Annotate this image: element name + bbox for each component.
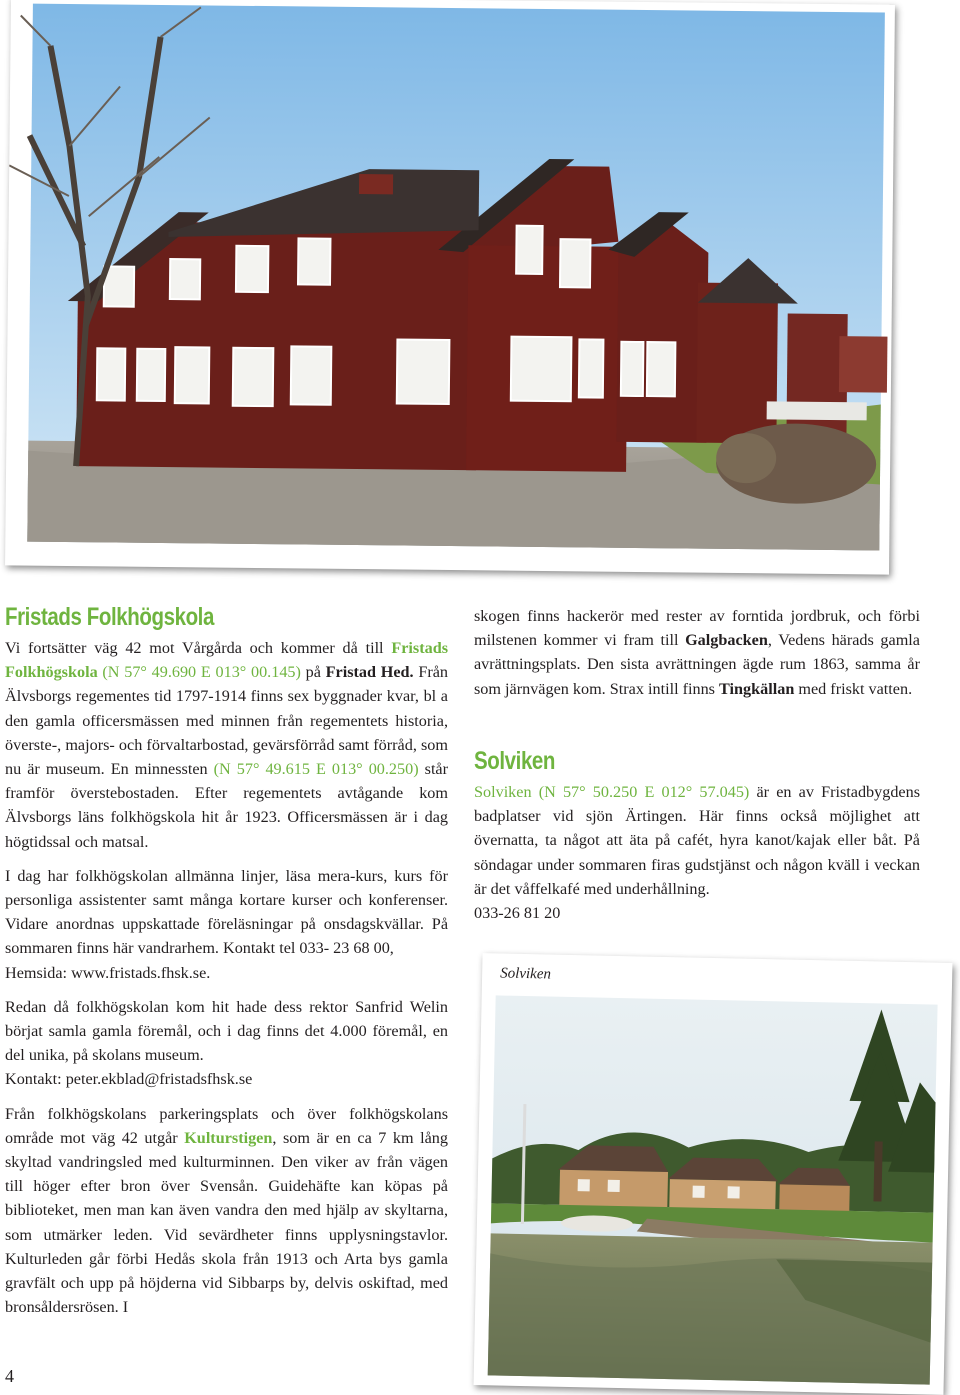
place-fristad-hed: Fristad Hed. (325, 663, 414, 682)
paragraph-solviken (474, 780, 920, 925)
section-heading-solviken: Solviken (474, 747, 556, 775)
coordinates-memorial: (N 57° 49.615 E 013° 00.250) (213, 760, 419, 779)
text-kulturstigen-b: , som är en ca 7 km lång skyltad vandringsled med kulturminnen. Den viker av från vägen till höger efter bron över Svensån. Guidehäfte kan köpas på biblioteket, men man kan även vandra den med hjälp av skyltarna, som utmärker leden. Vid sevärdheter finns upplysningstavlor. Kulturleden går förbi Hedås skola från 1913 och Arta bys gamla gravfält och upp på höjderna vid Sibbarps by, delvis oskiftad, med bronsåldersrösen. I (5, 1128, 448, 1317)
text-galgbacken-a: skogen finns hackerör med rester av forntida jordbruk, och förbi milstenen kommer vi fram till (474, 607, 920, 650)
phone-solviken: 033-26 81 20 (474, 904, 561, 923)
text-galgbacken-b: , Vedens härads gamla avrättningsplats. Den sista avrättningen ägde rum 1863, samma år som järnvägen kom. Strax intill finns (474, 631, 920, 698)
place-tingkallan: Tingkällan (719, 679, 795, 698)
paragraph-courses (5, 864, 448, 985)
text-intro: Vi fortsätter väg 42 mot Vårgårda och kommer då till (5, 639, 392, 657)
section-heading-fristads-folkhogskola: Fristads Folkhögskola (5, 603, 214, 631)
link-solviken[interactable]: Solviken (474, 783, 532, 801)
right-column-text-solviken (474, 780, 920, 925)
text-mid: på (300, 663, 326, 682)
solviken-photo (474, 953, 953, 1395)
coordinates-solviken: (N 57° 50.250 E 012° 57.045) (531, 783, 750, 801)
right-column-text-top (474, 604, 920, 701)
link-fristads-folkhogskola[interactable]: Fristads Folkhögskola (5, 639, 448, 682)
text-solviken: är en av Fristadbygdens badplatser vid sjön Ärtingen. Här finns också möjlighet att övernatta, ta något att äta på cafét, hyra kanot/kajak eller båt. På söndagar under sommaren firas gudstjänst och någon kväll i veckan är det våffelkafé med underhållning. (474, 783, 920, 898)
left-column-text (5, 636, 448, 1319)
paragraph-galgbacken (474, 604, 920, 701)
website-link[interactable]: Hemsida: www.fristads.fhsk.se. (5, 963, 211, 982)
link-kulturstigen[interactable]: Kulturstigen (184, 1128, 273, 1147)
photo-caption-solviken: Solviken (499, 965, 552, 983)
paragraph-intro (5, 636, 448, 854)
text-kulturstigen-a: Från folkhögskolans parkeringsplats och över folkhögskolans område mot väg 42 utgår (5, 1104, 448, 1147)
text-history: Från Älvsborgs regementes tid 1797-1914 finns sex byggnader kvar, bl a den gamla officersmässen med minnen från regementets historia, överste-, majors- och förvaltarbostad, gevärsförråd samt förråd, som nu är museum. En minnessten (5, 663, 449, 779)
text-galgbacken-c: med friskt vatten. (794, 679, 913, 698)
place-galgbacken: Galgbacken (685, 631, 768, 650)
text-history-cont: står framför överstebostaden. Efter regementets avtågande kom Älvsborgs läns folkhögskola hit år 1923. Officersmässen är i dag högtidssal och matsal. (5, 760, 449, 851)
paragraph-museum (5, 995, 448, 1092)
paragraph-kulturstigen (5, 1102, 448, 1320)
page-number: 4 (5, 1366, 14, 1386)
contact-email[interactable]: Kontakt: peter.ekblad@fristadsfhsk.se (5, 1070, 253, 1089)
school-building-photo (5, 0, 895, 575)
text-museum: Redan då folkhögskolan kom hit hade dess rektor Sanfrid Welin börjat samla gamla föremål, och i dag finns det 4.000 föremål, en del unika, på skolans museum. (5, 997, 448, 1065)
coordinates-school: (N 57° 49.690 E 013° 00.145) (97, 663, 301, 682)
text-courses: I dag har folkhögskolan allmänna linjer, läsa mera-kurs, kurs för personliga assistenter samt många kortare kurser och konferenser. Vidare anordnas uppskattade föreläsningar på onsdagskvällar. På sommaren finns här vandrarhem. Kontakt tel 033- 23 68 00, (5, 866, 448, 958)
